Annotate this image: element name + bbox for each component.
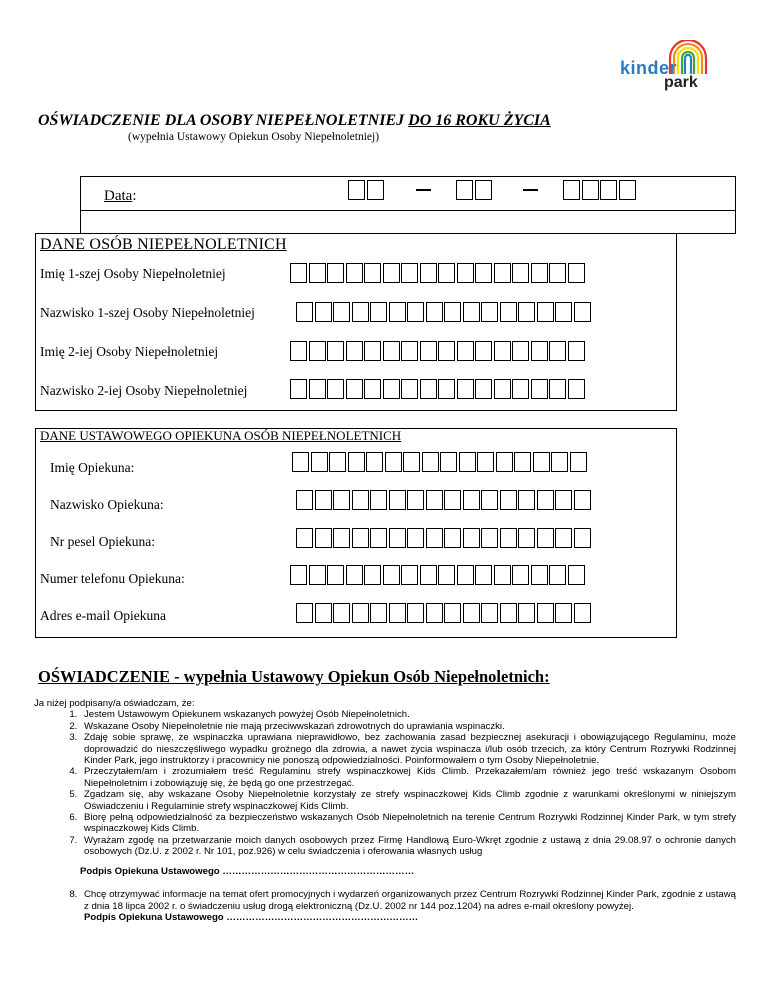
character-box[interactable]	[366, 452, 383, 472]
character-box[interactable]	[537, 528, 554, 548]
logo-word-park: park	[664, 74, 698, 91]
character-box[interactable]	[500, 603, 517, 623]
character-box[interactable]	[531, 565, 548, 585]
character-box[interactable]	[346, 565, 363, 585]
character-box[interactable]	[463, 528, 480, 548]
guardian-first-name-label: Imię Opiekuna:	[50, 460, 135, 475]
character-box[interactable]	[383, 565, 400, 585]
character-box[interactable]	[537, 302, 554, 322]
guardian-last-name-label: Nazwisko Opiekuna:	[50, 497, 164, 512]
logo-word-kinder: kinder	[620, 58, 678, 78]
character-box[interactable]	[494, 341, 511, 361]
character-box[interactable]	[315, 528, 332, 548]
character-box[interactable]	[292, 452, 309, 472]
title-main: OŚWIADCZENIE DLA OSOBY NIEPEŁNOLETNIEJ	[38, 112, 409, 129]
character-box[interactable]	[531, 263, 548, 283]
statement-item: 4. Przeczytałem/am i zrozumiałem treść Regulaminu strefy wspinaczkowej Kids Climb. Przekazałem/am również jego treść wskazanym Osobom Niepełnoletnim i zobowiązuję się, że będą go one przestrzegać.	[80, 766, 736, 789]
character-box[interactable]	[512, 341, 529, 361]
date-dash-1	[416, 189, 431, 191]
character-box[interactable]	[346, 263, 363, 283]
title-age-limit: DO 16 ROKU ŻYCIA	[408, 112, 551, 129]
character-box[interactable]	[407, 490, 424, 510]
character-box[interactable]	[290, 565, 307, 585]
character-box[interactable]	[549, 565, 566, 585]
character-box[interactable]	[555, 490, 572, 510]
minor2-first-name-label: Imię 2-iej Osoby Niepełnoletniej	[40, 344, 219, 359]
character-box[interactable]	[500, 302, 517, 322]
character-box[interactable]	[401, 341, 418, 361]
character-box[interactable]	[383, 341, 400, 361]
character-box[interactable]	[290, 379, 307, 399]
character-box[interactable]	[481, 490, 498, 510]
statement-item: 7. Wyrażam zgodę na przetwarzanie moich danych osobowych przez Firmę Handlową Euro-Wkręt zgodnie z ustawą z dnia 29.08.97 o ochronie danych osobowych (Dz.U. z 2002 r. Nr 101, poz.926) w celu świadczenia i oferowania własnych usług	[80, 835, 736, 858]
guardian-email-label: Adres e-mail Opiekuna	[40, 608, 166, 623]
character-box[interactable]	[333, 490, 350, 510]
character-box[interactable]	[346, 379, 363, 399]
marketing-consent-item	[80, 889, 736, 923]
character-box[interactable]	[481, 603, 498, 623]
character-box[interactable]	[420, 341, 437, 361]
character-box[interactable]	[364, 263, 381, 283]
minor1-first-name-label: Imię 1-szej Osoby Niepełnoletniej	[40, 266, 226, 281]
character-box[interactable]	[537, 603, 554, 623]
date-label-colon: :	[132, 188, 137, 204]
character-box[interactable]	[426, 490, 443, 510]
character-box[interactable]	[389, 302, 406, 322]
character-box[interactable]	[518, 302, 535, 322]
character-box[interactable]	[457, 263, 474, 283]
character-box[interactable]	[518, 603, 535, 623]
character-box[interactable]	[327, 379, 344, 399]
character-box[interactable]	[549, 341, 566, 361]
character-box[interactable]	[296, 603, 313, 623]
character-box[interactable]	[290, 341, 307, 361]
guardian-email-input[interactable]	[296, 603, 592, 623]
guardian-pesel-label: Nr pesel Opiekuna:	[50, 534, 155, 549]
character-box[interactable]	[438, 341, 455, 361]
character-box[interactable]	[463, 302, 480, 322]
minor1-first-name-input[interactable]	[290, 263, 586, 283]
minor2-first-name-input[interactable]	[290, 341, 586, 361]
character-box[interactable]	[444, 603, 461, 623]
signature-line-2[interactable]: Podpis Opiekuna Ustawowego ……………………………………………………	[84, 911, 419, 923]
character-box[interactable]	[537, 490, 554, 510]
character-box[interactable]	[568, 565, 585, 585]
character-box[interactable]	[352, 528, 369, 548]
character-box[interactable]	[329, 452, 346, 472]
character-box[interactable]	[574, 302, 591, 322]
minor1-last-name-input[interactable]	[296, 302, 592, 322]
character-box[interactable]	[327, 565, 344, 585]
statement-item: 3. Zdaję sobie sprawę, że wspinaczka uprawiana nieprawidłowo, bez zachowania zasad bezpiecznej asekuracji i obowiązującego Regulaminu, może doprowadzić do nieszczęśliwego wypadku groźnego dla zdrowia, a nawet życia wspinacza i/lub osób trzecich, za który Centrum Rozrywki Rodzinnej Kinder Park, jego instruktorzy i pracownicy nie ponoszą odpowiedzialności. Poinformowałem o tym Osoby Niepełnoletnie.	[80, 732, 736, 766]
character-box[interactable]	[315, 302, 332, 322]
character-box[interactable]	[327, 263, 344, 283]
character-box[interactable]	[407, 302, 424, 322]
character-box[interactable]	[327, 341, 344, 361]
character-box[interactable]	[401, 263, 418, 283]
character-box[interactable]	[494, 565, 511, 585]
minors-section-title: DANE OSÓB NIEPEŁNOLETNICH	[40, 236, 287, 253]
guardian-first-name-input[interactable]	[292, 452, 588, 472]
character-box[interactable]	[568, 379, 585, 399]
character-box[interactable]	[309, 565, 326, 585]
character-box[interactable]	[457, 379, 474, 399]
character-box[interactable]	[389, 528, 406, 548]
character-box[interactable]	[518, 528, 535, 548]
character-box[interactable]	[549, 263, 566, 283]
character-box[interactable]	[385, 452, 402, 472]
guardian-last-name-input[interactable]	[296, 490, 592, 510]
statement-item: 5. Zgadzam się, aby wskazane Osoby Niepełnoletnie korzystały ze strefy wspinaczkowej Kids Climb zgodnie z warunkami określonymi w niniejszym Oświadczeniu i Regulaminie strefy wspinaczkowej Kids Climb.	[80, 789, 736, 812]
character-box[interactable]	[420, 565, 437, 585]
character-box[interactable]	[574, 490, 591, 510]
character-box[interactable]	[309, 379, 326, 399]
character-box[interactable]	[333, 302, 350, 322]
character-box[interactable]	[370, 603, 387, 623]
character-box[interactable]	[309, 263, 326, 283]
character-box[interactable]	[348, 452, 365, 472]
character-box[interactable]	[438, 379, 455, 399]
character-box[interactable]	[420, 379, 437, 399]
character-box[interactable]	[444, 302, 461, 322]
character-box[interactable]	[494, 379, 511, 399]
character-box[interactable]	[438, 263, 455, 283]
character-box[interactable]	[459, 452, 476, 472]
character-box[interactable]	[512, 565, 529, 585]
character-box[interactable]	[531, 341, 548, 361]
character-box[interactable]	[296, 528, 313, 548]
character-box[interactable]	[346, 341, 363, 361]
character-box[interactable]	[370, 490, 387, 510]
character-box[interactable]	[364, 379, 381, 399]
character-box[interactable]	[481, 302, 498, 322]
character-box[interactable]	[296, 302, 313, 322]
character-box[interactable]	[574, 528, 591, 548]
kinder-park-logo	[618, 40, 718, 92]
statement-item: 1. Jestem Ustawowym Opiekunem wskazanych powyżej Osób Niepełnoletnich.	[80, 709, 736, 720]
character-box[interactable]	[533, 452, 550, 472]
date-section	[80, 176, 736, 234]
minor2-last-name-label: Nazwisko 2-iej Osoby Niepełnoletniej	[40, 383, 248, 398]
date-day-input[interactable]	[348, 180, 385, 200]
character-box[interactable]	[574, 603, 591, 623]
date-dash-2	[523, 189, 538, 191]
date-label-text: Data	[104, 188, 133, 204]
character-box[interactable]	[370, 302, 387, 322]
page-title	[38, 112, 551, 130]
character-box[interactable]	[570, 452, 587, 472]
character-box[interactable]	[296, 490, 313, 510]
character-box[interactable]	[457, 341, 474, 361]
character-box[interactable]	[500, 490, 517, 510]
date-label	[104, 188, 137, 205]
character-box[interactable]	[426, 528, 443, 548]
character-box[interactable]	[440, 452, 457, 472]
character-box[interactable]	[475, 379, 492, 399]
character-box[interactable]	[568, 263, 585, 283]
character-box[interactable]	[438, 565, 455, 585]
marketing-consent-text: Chcę otrzymywać informacje na temat ofert promocyjnych i wydarzeń organizowanych przez Centrum Rozrywki Rodzinnej Kinder Park, zgodnie z ustawą z dnia 18 lipca 2002 r. o świadczeniu usług drogą elektroniczną (Dz.U. 2002 nr 144 poz.1204) na adres e-mail określony powyżej.	[84, 889, 736, 912]
character-box[interactable]	[531, 379, 548, 399]
date-year-input[interactable]	[563, 180, 637, 200]
character-box[interactable]	[475, 341, 492, 361]
character-box[interactable]	[370, 528, 387, 548]
character-box[interactable]	[444, 528, 461, 548]
character-box[interactable]	[333, 603, 350, 623]
character-box[interactable]	[420, 263, 437, 283]
character-box[interactable]	[407, 528, 424, 548]
character-box[interactable]	[352, 603, 369, 623]
character-box[interactable]	[364, 341, 381, 361]
character-box[interactable]	[364, 565, 381, 585]
character-box[interactable]	[512, 263, 529, 283]
character-box[interactable]	[514, 452, 531, 472]
character-box[interactable]	[309, 341, 326, 361]
guardian-pesel-input[interactable]	[296, 528, 592, 548]
statement-item: 2. Wskazane Osoby Niepełnoletnie nie mają przeciwwskazań zdrowotnych do uprawiania wspinaczki.	[80, 721, 736, 732]
character-box[interactable]	[500, 528, 517, 548]
signature-line-1[interactable]: Podpis Opiekuna Ustawowego ……………………………………………………	[80, 865, 415, 877]
character-box[interactable]	[477, 452, 494, 472]
character-box[interactable]	[457, 565, 474, 585]
character-box[interactable]	[475, 263, 492, 283]
character-box[interactable]	[407, 603, 424, 623]
statement-body	[34, 698, 736, 923]
character-box[interactable]	[512, 379, 529, 399]
character-box[interactable]	[496, 452, 513, 472]
character-box[interactable]	[549, 379, 566, 399]
character-box[interactable]	[475, 565, 492, 585]
character-box[interactable]	[383, 379, 400, 399]
character-box[interactable]	[383, 263, 400, 283]
character-box[interactable]	[422, 452, 439, 472]
character-box[interactable]	[426, 603, 443, 623]
guardian-section-title: DANE USTAWOWEGO OPIEKUNA OSÓB NIEPEŁNOLETNICH	[40, 428, 402, 443]
character-box[interactable]	[401, 379, 418, 399]
statement-item: 6. Biorę pełną odpowiedzialność za bezpieczeństwo wskazanych Osób Niepełnoletnich na terenie Centrum Rozrywki Rodzinnej Kinder Park, w tym strefy wspinaczkowej Kids Climb.	[80, 812, 736, 835]
character-box[interactable]	[463, 490, 480, 510]
character-box[interactable]	[389, 603, 406, 623]
character-box[interactable]	[311, 452, 328, 472]
character-box[interactable]	[389, 490, 406, 510]
character-box[interactable]	[555, 302, 572, 322]
minor2-last-name-input[interactable]	[290, 379, 586, 399]
guardian-phone-label: Numer telefonu Opiekuna:	[40, 571, 185, 586]
character-box[interactable]	[401, 565, 418, 585]
character-box[interactable]	[290, 263, 307, 283]
date-divider	[81, 210, 735, 211]
guardian-phone-input[interactable]	[290, 565, 586, 585]
character-box[interactable]	[444, 490, 461, 510]
character-box[interactable]	[555, 528, 572, 548]
character-box[interactable]	[518, 490, 535, 510]
character-box[interactable]	[426, 302, 443, 322]
statement-list-consent	[34, 889, 736, 923]
character-box[interactable]	[555, 603, 572, 623]
character-box[interactable]	[551, 452, 568, 472]
statement-heading: OŚWIADCZENIE - wypełnia Ustawowy Opiekun Osób Niepełnoletnich:	[38, 667, 550, 686]
statement-intro: Ja niżej podpisany/a oświadczam, że:	[34, 698, 195, 709]
character-box[interactable]	[481, 528, 498, 548]
character-box[interactable]	[352, 302, 369, 322]
character-box[interactable]	[494, 263, 511, 283]
statement-list	[34, 709, 736, 857]
character-box[interactable]	[463, 603, 480, 623]
character-box[interactable]	[568, 341, 585, 361]
minor1-last-name-label: Nazwisko 1-szej Osoby Niepełnoletniej	[40, 305, 255, 320]
character-box[interactable]	[315, 490, 332, 510]
page-subtitle: (wypełnia Ustawowy Opiekun Osoby Niepełnoletniej)	[128, 131, 380, 143]
character-box[interactable]	[315, 603, 332, 623]
character-box[interactable]	[352, 490, 369, 510]
character-box[interactable]	[403, 452, 420, 472]
character-box[interactable]	[333, 528, 350, 548]
date-month-input[interactable]	[456, 180, 493, 200]
